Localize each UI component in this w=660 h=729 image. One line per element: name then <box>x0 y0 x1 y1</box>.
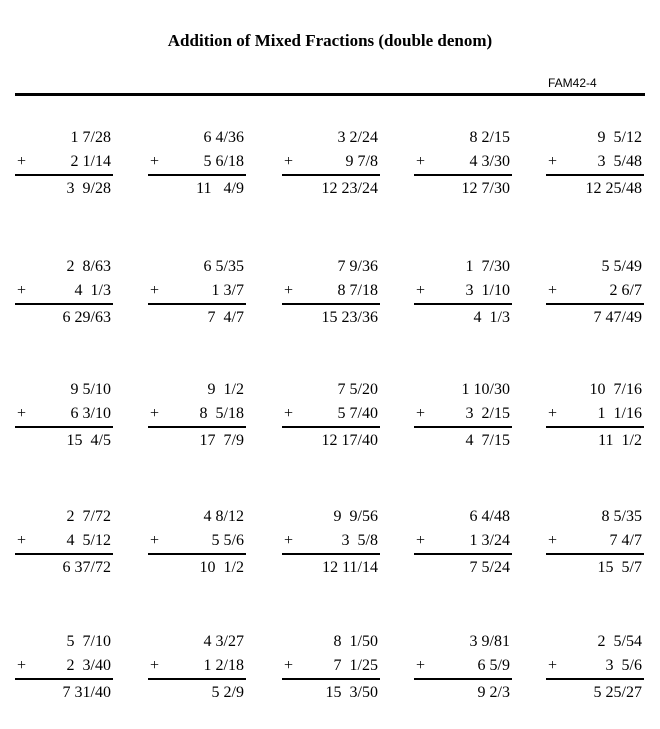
sum-line <box>15 303 113 305</box>
sum-answer: 5 2/9 <box>211 684 244 701</box>
sum-line <box>148 553 246 555</box>
addend-bottom: 4 5/12 <box>66 532 111 549</box>
addend-top: 2 7/72 <box>66 508 111 525</box>
sum-answer: 15 4/5 <box>66 432 111 449</box>
sum-answer: 6 29/63 <box>62 309 111 326</box>
problem <box>15 632 115 707</box>
plus-sign: + <box>150 405 160 422</box>
problem <box>148 507 248 582</box>
sum-answer: 6 37/72 <box>62 559 111 576</box>
addend-bottom: 1 1/16 <box>597 405 642 422</box>
addend-bottom: 5 7/40 <box>337 405 378 422</box>
plus-sign: + <box>548 282 558 299</box>
sum-answer: 17 7/9 <box>199 432 244 449</box>
plus-sign: + <box>548 405 558 422</box>
plus-sign: + <box>284 657 294 674</box>
sum-answer: 10 1/2 <box>199 559 244 576</box>
addend-top: 2 8/63 <box>66 258 111 275</box>
problem <box>148 257 248 332</box>
addend-top: 1 7/28 <box>70 129 111 146</box>
plus-sign: + <box>416 532 426 549</box>
sum-line <box>15 678 113 680</box>
sum-line <box>546 303 644 305</box>
plus-sign: + <box>150 282 160 299</box>
sum-answer: 12 7/30 <box>461 180 510 197</box>
sum-line <box>546 426 644 428</box>
problem <box>148 632 248 707</box>
addend-top: 9 5/12 <box>597 129 642 146</box>
addend-bottom: 1 3/24 <box>469 532 510 549</box>
addend-bottom: 6 3/10 <box>70 405 111 422</box>
sum-line <box>15 174 113 176</box>
addend-bottom: 4 1/3 <box>74 282 111 299</box>
addend-top: 7 5/20 <box>337 381 378 398</box>
addend-top: 6 4/36 <box>203 129 244 146</box>
addend-top: 9 1/2 <box>207 381 244 398</box>
sum-answer: 15 23/36 <box>321 309 378 326</box>
plus-sign: + <box>17 532 27 549</box>
sum-line <box>148 303 246 305</box>
plus-sign: + <box>17 282 27 299</box>
addend-top: 9 9/56 <box>333 508 378 525</box>
sum-answer: 11 4/9 <box>196 180 244 197</box>
problem <box>414 507 514 582</box>
sum-line <box>148 678 246 680</box>
sum-answer: 7 5/24 <box>469 559 510 576</box>
sum-line <box>414 426 512 428</box>
plus-sign: + <box>284 405 294 422</box>
addend-bottom: 7 1/25 <box>333 657 378 674</box>
problem <box>148 128 248 203</box>
sum-line <box>282 553 380 555</box>
problem <box>15 380 115 455</box>
plus-sign: + <box>150 657 160 674</box>
addend-top: 1 7/30 <box>465 258 510 275</box>
sum-answer: 15 3/50 <box>325 684 378 701</box>
addend-top: 8 1/50 <box>333 633 378 650</box>
sum-line <box>282 174 380 176</box>
problem <box>546 507 646 582</box>
addend-bottom: 2 1/14 <box>70 153 111 170</box>
sum-answer: 11 1/2 <box>598 432 642 449</box>
sum-answer: 4 7/15 <box>465 432 510 449</box>
sum-answer: 9 2/3 <box>477 684 510 701</box>
addend-bottom: 5 6/18 <box>203 153 244 170</box>
addend-bottom: 6 5/9 <box>477 657 510 674</box>
sum-answer: 15 5/7 <box>597 559 642 576</box>
sum-answer: 3 9/28 <box>66 180 111 197</box>
sum-line <box>282 426 380 428</box>
addend-top: 3 9/81 <box>469 633 510 650</box>
sum-answer: 12 25/48 <box>585 180 642 197</box>
addend-top: 8 2/15 <box>469 129 510 146</box>
addend-top: 1 10/30 <box>461 381 510 398</box>
plus-sign: + <box>17 657 27 674</box>
plus-sign: + <box>548 657 558 674</box>
sum-line <box>282 303 380 305</box>
plus-sign: + <box>284 532 294 549</box>
addend-top: 8 5/35 <box>601 508 642 525</box>
problem <box>414 128 514 203</box>
addend-bottom: 2 3/40 <box>66 657 111 674</box>
addend-bottom: 3 2/15 <box>465 405 510 422</box>
problem <box>15 128 115 203</box>
plus-sign: + <box>17 153 27 170</box>
addend-bottom: 3 5/6 <box>605 657 642 674</box>
sum-line <box>414 303 512 305</box>
addend-bottom: 2 6/7 <box>609 282 642 299</box>
sum-answer: 7 31/40 <box>62 684 111 701</box>
header-rule <box>15 93 645 96</box>
addend-bottom: 3 5/48 <box>597 153 642 170</box>
addend-top: 5 5/49 <box>601 258 642 275</box>
sum-answer: 7 47/49 <box>593 309 642 326</box>
sum-answer: 4 1/3 <box>473 309 510 326</box>
addend-bottom: 1 3/7 <box>211 282 244 299</box>
problem <box>282 128 382 203</box>
problem <box>546 380 646 455</box>
addend-top: 4 8/12 <box>203 508 244 525</box>
problem <box>15 507 115 582</box>
problem <box>546 632 646 707</box>
problem <box>546 257 646 332</box>
sum-line <box>15 553 113 555</box>
sum-line <box>148 426 246 428</box>
problem <box>414 632 514 707</box>
addend-bottom: 1 2/18 <box>203 657 244 674</box>
plus-sign: + <box>416 405 426 422</box>
plus-sign: + <box>416 657 426 674</box>
plus-sign: + <box>284 153 294 170</box>
plus-sign: + <box>416 282 426 299</box>
plus-sign: + <box>548 532 558 549</box>
addend-bottom: 7 4/7 <box>609 532 642 549</box>
addend-top: 3 2/24 <box>337 129 378 146</box>
addend-bottom: 8 7/18 <box>337 282 378 299</box>
addend-top: 10 7/16 <box>589 381 642 398</box>
addend-top: 6 5/35 <box>203 258 244 275</box>
problem <box>414 380 514 455</box>
addend-bottom: 8 5/18 <box>199 405 244 422</box>
sum-line <box>546 678 644 680</box>
addend-top: 6 4/48 <box>469 508 510 525</box>
addend-top: 9 5/10 <box>70 381 111 398</box>
plus-sign: + <box>150 153 160 170</box>
problem <box>148 380 248 455</box>
addend-top: 7 9/36 <box>337 258 378 275</box>
sum-answer: 7 4/7 <box>207 309 244 326</box>
sum-line <box>546 553 644 555</box>
sum-answer: 5 25/27 <box>593 684 642 701</box>
problem <box>282 507 382 582</box>
plus-sign: + <box>284 282 294 299</box>
sum-line <box>282 678 380 680</box>
problem <box>282 632 382 707</box>
sum-line <box>546 174 644 176</box>
worksheet-code: FAM42-4 <box>548 76 597 90</box>
addend-top: 2 5/54 <box>597 633 642 650</box>
plus-sign: + <box>17 405 27 422</box>
addend-top: 5 7/10 <box>66 633 111 650</box>
problem <box>282 257 382 332</box>
sum-answer: 12 17/40 <box>321 432 378 449</box>
addend-bottom: 4 3/30 <box>469 153 510 170</box>
sum-line <box>414 174 512 176</box>
worksheet-title: Addition of Mixed Fractions (double denom) <box>167 31 493 50</box>
addend-top: 4 3/27 <box>203 633 244 650</box>
problem <box>15 257 115 332</box>
sum-line <box>414 678 512 680</box>
sum-line <box>414 553 512 555</box>
plus-sign: + <box>548 153 558 170</box>
addend-bottom: 3 1/10 <box>465 282 510 299</box>
plus-sign: + <box>416 153 426 170</box>
addend-bottom: 5 5/6 <box>211 532 244 549</box>
addend-bottom: 3 5/8 <box>341 532 378 549</box>
plus-sign: + <box>150 532 160 549</box>
problem <box>282 380 382 455</box>
sum-line <box>15 426 113 428</box>
problem <box>414 257 514 332</box>
sum-line <box>148 174 246 176</box>
sum-answer: 12 23/24 <box>321 180 378 197</box>
problem <box>546 128 646 203</box>
addend-bottom: 9 7/8 <box>345 153 378 170</box>
sum-answer: 12 11/14 <box>322 559 378 576</box>
